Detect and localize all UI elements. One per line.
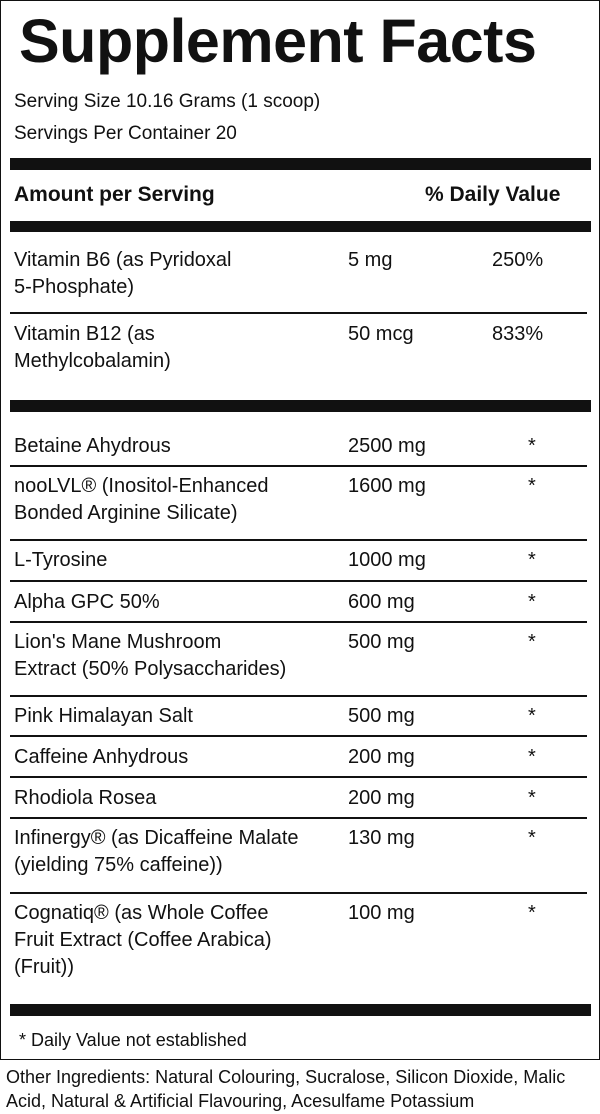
nutrient-amount: 50 mcg: [348, 323, 414, 345]
serving-size: Serving Size 10.16 Grams (1 scoop): [14, 91, 321, 112]
ingredient-name: L-Tyrosine: [14, 549, 108, 571]
ingredient-amount: 1000 mg: [348, 549, 426, 571]
nutrient-daily-value: 833%: [492, 323, 544, 345]
amount-per-serving-header: Amount per Serving: [14, 183, 215, 206]
ingredient-daily-value: *: [528, 435, 536, 457]
nutrient-name: Vitamin B12 (as Methylcobalamin): [14, 323, 171, 372]
nutrient-name: Vitamin B6 (as Pyridoxal 5-Phosphate): [14, 249, 232, 298]
row-divider: [10, 312, 587, 314]
thick-divider: [10, 158, 591, 170]
servings-per-container: Servings Per Container 20: [14, 123, 237, 144]
ingredient-daily-value: *: [528, 475, 536, 497]
nutrient-daily-value: 250%: [492, 249, 544, 271]
ingredient-daily-value: *: [528, 827, 536, 849]
row-divider: [10, 892, 587, 894]
ingredient-name: Pink Himalayan Salt: [14, 705, 193, 727]
ingredient-name: Betaine Ahydrous: [14, 435, 171, 457]
thick-divider: [10, 400, 591, 412]
row-divider: [10, 776, 587, 778]
ingredient-name: Caffeine Anhydrous: [14, 746, 189, 768]
ingredient-amount: 200 mg: [348, 787, 415, 809]
ingredient-name: nooLVL® (Inositol-Enhanced Bonded Arginine Silicate): [14, 475, 269, 524]
thick-divider: [10, 221, 591, 232]
ingredient-name: Lion's Mane Mushroom Extract (50% Polysaccharides): [14, 631, 287, 680]
ingredient-amount: 1600 mg: [348, 475, 426, 497]
ingredient-amount: 100 mg: [348, 902, 415, 924]
ingredient-name: Infinergy® (as Dicaffeine Malate (yielding 75% caffeine)): [14, 827, 299, 876]
ingredient-daily-value: *: [528, 746, 536, 768]
ingredient-daily-value: *: [528, 591, 536, 613]
ingredient-amount: 500 mg: [348, 631, 415, 653]
ingredient-daily-value: *: [528, 631, 536, 653]
row-divider: [10, 580, 587, 582]
ingredient-daily-value: *: [528, 787, 536, 809]
ingredient-daily-value: *: [528, 902, 536, 924]
row-divider: [10, 817, 587, 819]
daily-value-header: % Daily Value: [425, 183, 561, 206]
panel-title: Supplement Facts: [19, 7, 537, 75]
nutrient-amount: 5 mg: [348, 249, 393, 271]
row-divider: [10, 539, 587, 541]
row-divider: [10, 695, 587, 697]
ingredient-daily-value: *: [528, 549, 536, 571]
ingredient-daily-value: *: [528, 705, 536, 727]
ingredient-amount: 200 mg: [348, 746, 415, 768]
row-divider: [10, 735, 587, 737]
ingredient-amount: 2500 mg: [348, 435, 426, 457]
other-ingredients: Other Ingredients: Natural Colouring, Sucralose, Silicon Dioxide, Malic Acid, Natural & Artificial Flavouring, Acesulfame Potassium: [6, 1067, 566, 1111]
row-divider: [10, 621, 587, 623]
ingredient-name: Cognatiq® (as Whole Coffee Fruit Extract (Coffee Arabica) (Fruit)): [14, 902, 272, 978]
ingredient-name: Rhodiola Rosea: [14, 787, 157, 809]
row-divider: [10, 465, 587, 467]
ingredient-name: Alpha GPC 50%: [14, 591, 160, 613]
ingredient-amount: 600 mg: [348, 591, 415, 613]
thick-divider: [10, 1004, 591, 1016]
ingredient-amount: 130 mg: [348, 827, 415, 849]
daily-value-footnote: * Daily Value not established: [19, 1030, 247, 1050]
ingredient-amount: 500 mg: [348, 705, 415, 727]
